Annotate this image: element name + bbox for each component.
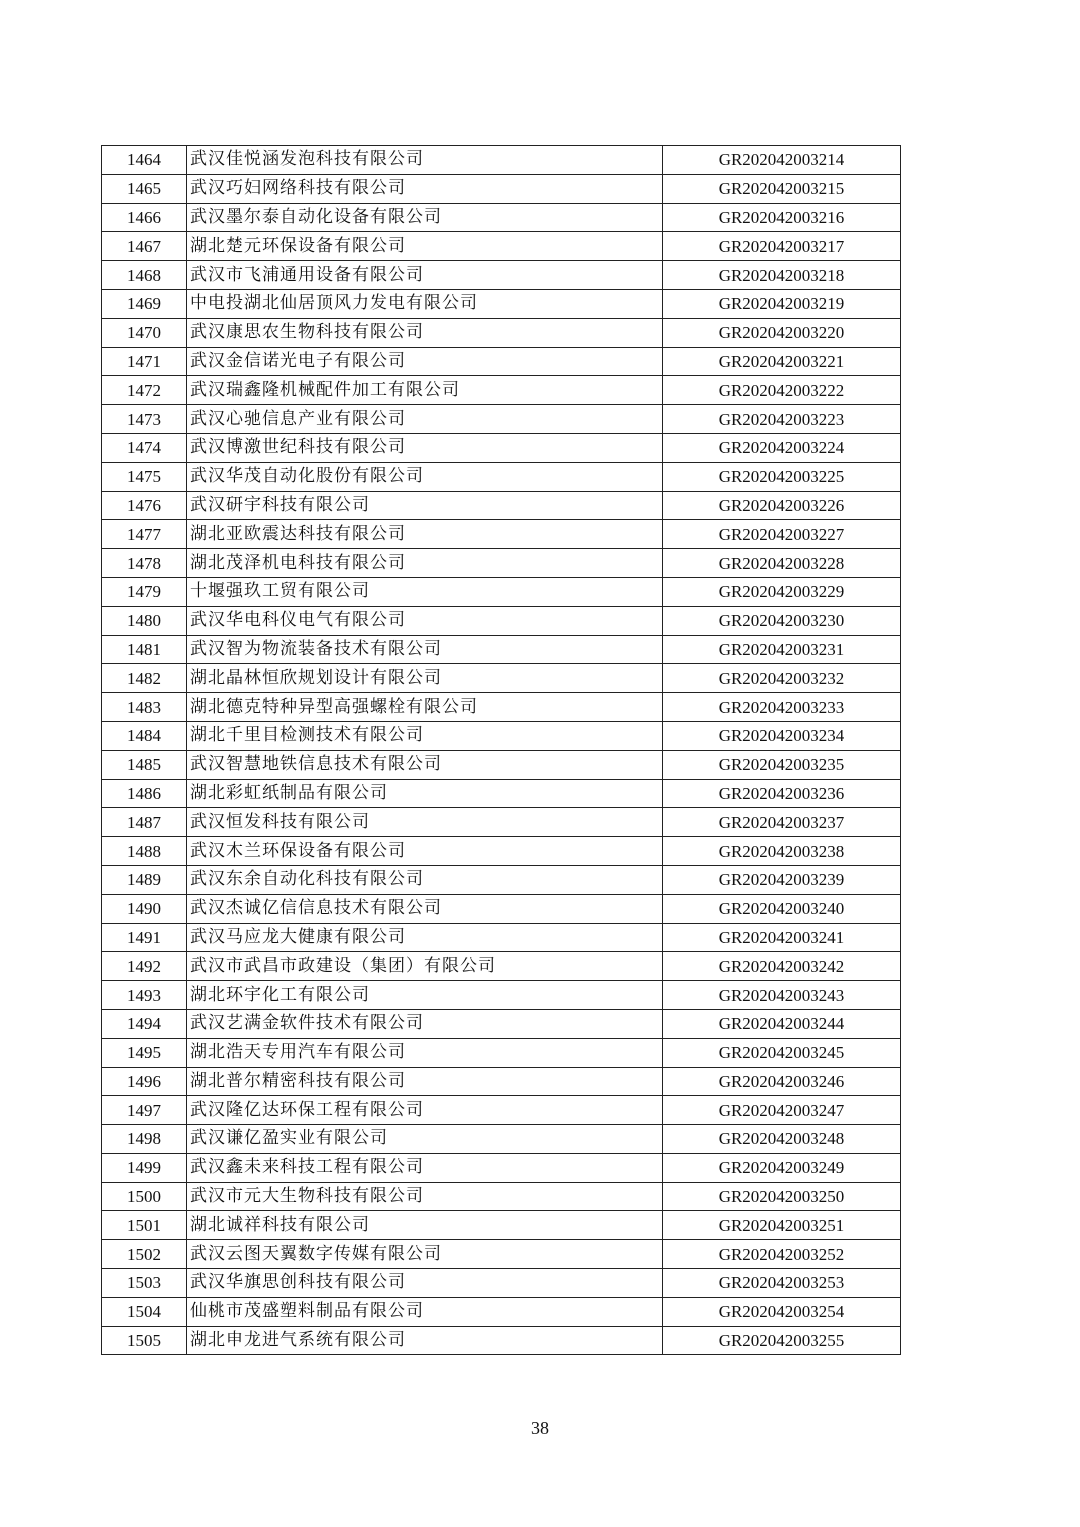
row-sequence-number: 1499 xyxy=(102,1153,187,1182)
table-row xyxy=(102,376,901,405)
table-row xyxy=(102,923,901,952)
row-sequence-number: 1498 xyxy=(102,1125,187,1154)
row-sequence-number: 1465 xyxy=(102,174,187,203)
company-name-cell: 湖北晶林恒欣规划设计有限公司 xyxy=(187,664,663,693)
company-name-cell: 湖北普尔精密科技有限公司 xyxy=(187,1067,663,1096)
certificate-number-cell: GR202042003240 xyxy=(663,894,901,923)
row-sequence-number: 1478 xyxy=(102,549,187,578)
row-sequence-number: 1479 xyxy=(102,577,187,606)
certificate-number-cell: GR202042003255 xyxy=(663,1326,901,1355)
table-row xyxy=(102,865,901,894)
row-sequence-number: 1497 xyxy=(102,1096,187,1125)
table-row xyxy=(102,981,901,1010)
row-sequence-number: 1473 xyxy=(102,405,187,434)
company-name-cell: 湖北诚祥科技有限公司 xyxy=(187,1211,663,1240)
certificate-number-cell: GR202042003238 xyxy=(663,837,901,866)
company-name-cell: 武汉华旗思创科技有限公司 xyxy=(187,1269,663,1298)
table-row xyxy=(102,606,901,635)
row-sequence-number: 1475 xyxy=(102,462,187,491)
table-row xyxy=(102,1067,901,1096)
company-name-cell: 武汉隆亿达环保工程有限公司 xyxy=(187,1096,663,1125)
row-sequence-number: 1501 xyxy=(102,1211,187,1240)
certificate-number-cell: GR202042003230 xyxy=(663,606,901,635)
table-row xyxy=(102,491,901,520)
certificate-number-cell: GR202042003253 xyxy=(663,1269,901,1298)
certificate-number-cell: GR202042003233 xyxy=(663,693,901,722)
table-row xyxy=(102,405,901,434)
company-name-cell: 武汉市武昌市政建设（集团）有限公司 xyxy=(187,952,663,981)
table-row xyxy=(102,894,901,923)
row-sequence-number: 1469 xyxy=(102,289,187,318)
row-sequence-number: 1494 xyxy=(102,1009,187,1038)
row-sequence-number: 1493 xyxy=(102,981,187,1010)
table-row xyxy=(102,808,901,837)
certificate-number-cell: GR202042003247 xyxy=(663,1096,901,1125)
table-row xyxy=(102,779,901,808)
row-sequence-number: 1503 xyxy=(102,1269,187,1298)
table-row xyxy=(102,952,901,981)
company-name-cell: 武汉艺满金软件技术有限公司 xyxy=(187,1009,663,1038)
company-name-cell: 湖北申龙进气系统有限公司 xyxy=(187,1326,663,1355)
company-name-cell: 武汉康思农生物科技有限公司 xyxy=(187,318,663,347)
company-certificate-table xyxy=(101,145,901,1355)
table-row xyxy=(102,1326,901,1355)
table-row xyxy=(102,318,901,347)
certificate-number-cell: GR202042003237 xyxy=(663,808,901,837)
company-name-cell: 武汉恒发科技有限公司 xyxy=(187,808,663,837)
table-row xyxy=(102,1125,901,1154)
row-sequence-number: 1474 xyxy=(102,433,187,462)
row-sequence-number: 1470 xyxy=(102,318,187,347)
company-name-cell: 武汉鑫未来科技工程有限公司 xyxy=(187,1153,663,1182)
certificate-number-cell: GR202042003228 xyxy=(663,549,901,578)
table-row xyxy=(102,146,901,175)
table-row xyxy=(102,347,901,376)
table-row xyxy=(102,837,901,866)
certificate-number-cell: GR202042003241 xyxy=(663,923,901,952)
table-row xyxy=(102,1038,901,1067)
certificate-number-cell: GR202042003243 xyxy=(663,981,901,1010)
certificate-number-cell: GR202042003221 xyxy=(663,347,901,376)
company-name-cell: 武汉华电科仪电气有限公司 xyxy=(187,606,663,635)
row-sequence-number: 1467 xyxy=(102,232,187,261)
company-name-cell: 武汉瑞鑫隆机械配件加工有限公司 xyxy=(187,376,663,405)
row-sequence-number: 1483 xyxy=(102,693,187,722)
certificate-number-cell: GR202042003239 xyxy=(663,865,901,894)
company-name-cell: 武汉研宇科技有限公司 xyxy=(187,491,663,520)
company-name-cell: 湖北德克特种异型高强螺栓有限公司 xyxy=(187,693,663,722)
table-row xyxy=(102,1182,901,1211)
row-sequence-number: 1481 xyxy=(102,635,187,664)
certificate-number-cell: GR202042003245 xyxy=(663,1038,901,1067)
table-row xyxy=(102,635,901,664)
row-sequence-number: 1472 xyxy=(102,376,187,405)
table-row xyxy=(102,232,901,261)
company-name-cell: 湖北环宇化工有限公司 xyxy=(187,981,663,1010)
table-row xyxy=(102,1153,901,1182)
table-row xyxy=(102,462,901,491)
row-sequence-number: 1491 xyxy=(102,923,187,952)
row-sequence-number: 1489 xyxy=(102,865,187,894)
certificate-number-cell: GR202042003235 xyxy=(663,750,901,779)
certificate-number-cell: GR202042003242 xyxy=(663,952,901,981)
company-name-cell: 湖北茂泽机电科技有限公司 xyxy=(187,549,663,578)
table-row xyxy=(102,289,901,318)
table-row xyxy=(102,1269,901,1298)
company-name-cell: 武汉马应龙大健康有限公司 xyxy=(187,923,663,952)
table-row xyxy=(102,174,901,203)
row-sequence-number: 1480 xyxy=(102,606,187,635)
table-row xyxy=(102,750,901,779)
company-name-cell: 武汉智为物流装备技术有限公司 xyxy=(187,635,663,664)
certificate-number-cell: GR202042003214 xyxy=(663,146,901,175)
row-sequence-number: 1482 xyxy=(102,664,187,693)
company-name-cell: 湖北浩天专用汽车有限公司 xyxy=(187,1038,663,1067)
certificate-number-cell: GR202042003217 xyxy=(663,232,901,261)
certificate-number-cell: GR202042003215 xyxy=(663,174,901,203)
certificate-number-cell: GR202042003236 xyxy=(663,779,901,808)
company-name-cell: 武汉东余自动化科技有限公司 xyxy=(187,865,663,894)
row-sequence-number: 1488 xyxy=(102,837,187,866)
company-name-cell: 十堰强玖工贸有限公司 xyxy=(187,577,663,606)
table-row xyxy=(102,721,901,750)
row-sequence-number: 1466 xyxy=(102,203,187,232)
company-name-cell: 武汉木兰环保设备有限公司 xyxy=(187,837,663,866)
certificate-number-cell: GR202042003225 xyxy=(663,462,901,491)
row-sequence-number: 1471 xyxy=(102,347,187,376)
row-sequence-number: 1495 xyxy=(102,1038,187,1067)
company-name-cell: 武汉佳悦涵发泡科技有限公司 xyxy=(187,146,663,175)
certificate-number-cell: GR202042003246 xyxy=(663,1067,901,1096)
table-row xyxy=(102,577,901,606)
row-sequence-number: 1505 xyxy=(102,1326,187,1355)
certificate-number-cell: GR202042003250 xyxy=(663,1182,901,1211)
company-name-cell: 武汉墨尔泰自动化设备有限公司 xyxy=(187,203,663,232)
row-sequence-number: 1487 xyxy=(102,808,187,837)
table-row xyxy=(102,520,901,549)
company-name-cell: 中电投湖北仙居顶风力发电有限公司 xyxy=(187,289,663,318)
company-name-cell: 武汉杰诚亿信信息技术有限公司 xyxy=(187,894,663,923)
table-row xyxy=(102,1240,901,1269)
certificate-number-cell: GR202042003251 xyxy=(663,1211,901,1240)
certificate-number-cell: GR202042003244 xyxy=(663,1009,901,1038)
row-sequence-number: 1477 xyxy=(102,520,187,549)
company-name-cell: 武汉心驰信息产业有限公司 xyxy=(187,405,663,434)
row-sequence-number: 1476 xyxy=(102,491,187,520)
row-sequence-number: 1485 xyxy=(102,750,187,779)
row-sequence-number: 1492 xyxy=(102,952,187,981)
certificate-number-cell: GR202042003216 xyxy=(663,203,901,232)
row-sequence-number: 1504 xyxy=(102,1297,187,1326)
certificate-number-cell: GR202042003229 xyxy=(663,577,901,606)
table-row xyxy=(102,203,901,232)
table-row xyxy=(102,693,901,722)
certificate-number-cell: GR202042003224 xyxy=(663,433,901,462)
row-sequence-number: 1496 xyxy=(102,1067,187,1096)
company-name-cell: 湖北彩虹纸制品有限公司 xyxy=(187,779,663,808)
table-row xyxy=(102,1009,901,1038)
page-number: 38 xyxy=(531,1418,549,1438)
certificate-number-cell: GR202042003232 xyxy=(663,664,901,693)
company-name-cell: 武汉市元大生物科技有限公司 xyxy=(187,1182,663,1211)
company-name-cell: 武汉巧妇网络科技有限公司 xyxy=(187,174,663,203)
row-sequence-number: 1484 xyxy=(102,721,187,750)
certificate-number-cell: GR202042003234 xyxy=(663,721,901,750)
certificate-number-cell: GR202042003254 xyxy=(663,1297,901,1326)
table-row xyxy=(102,261,901,290)
certificate-number-cell: GR202042003223 xyxy=(663,405,901,434)
company-name-cell: 武汉华茂自动化股份有限公司 xyxy=(187,462,663,491)
certificate-number-cell: GR202042003222 xyxy=(663,376,901,405)
certificate-number-cell: GR202042003219 xyxy=(663,289,901,318)
certificate-number-cell: GR202042003227 xyxy=(663,520,901,549)
company-name-cell: 武汉谦亿盈实业有限公司 xyxy=(187,1125,663,1154)
company-name-cell: 武汉金信诺光电子有限公司 xyxy=(187,347,663,376)
certificate-number-cell: GR202042003226 xyxy=(663,491,901,520)
company-name-cell: 武汉博激世纪科技有限公司 xyxy=(187,433,663,462)
row-sequence-number: 1486 xyxy=(102,779,187,808)
company-name-cell: 湖北亚欧震达科技有限公司 xyxy=(187,520,663,549)
company-name-cell: 湖北楚元环保设备有限公司 xyxy=(187,232,663,261)
certificate-number-cell: GR202042003252 xyxy=(663,1240,901,1269)
table-body xyxy=(102,146,901,1355)
company-name-cell: 仙桃市茂盛塑料制品有限公司 xyxy=(187,1297,663,1326)
table-row xyxy=(102,433,901,462)
company-name-cell: 武汉云图天翼数字传媒有限公司 xyxy=(187,1240,663,1269)
certificate-number-cell: GR202042003249 xyxy=(663,1153,901,1182)
row-sequence-number: 1468 xyxy=(102,261,187,290)
row-sequence-number: 1500 xyxy=(102,1182,187,1211)
table-row xyxy=(102,549,901,578)
table-row xyxy=(102,1297,901,1326)
company-name-cell: 武汉市飞浦通用设备有限公司 xyxy=(187,261,663,290)
table-row xyxy=(102,1211,901,1240)
row-sequence-number: 1490 xyxy=(102,894,187,923)
table-row xyxy=(102,1096,901,1125)
company-name-cell: 武汉智慧地铁信息技术有限公司 xyxy=(187,750,663,779)
certificate-number-cell: GR202042003231 xyxy=(663,635,901,664)
certificate-number-cell: GR202042003248 xyxy=(663,1125,901,1154)
row-sequence-number: 1502 xyxy=(102,1240,187,1269)
table-row xyxy=(102,664,901,693)
company-name-cell: 湖北千里目检测技术有限公司 xyxy=(187,721,663,750)
certificate-number-cell: GR202042003218 xyxy=(663,261,901,290)
row-sequence-number: 1464 xyxy=(102,146,187,175)
certificate-number-cell: GR202042003220 xyxy=(663,318,901,347)
